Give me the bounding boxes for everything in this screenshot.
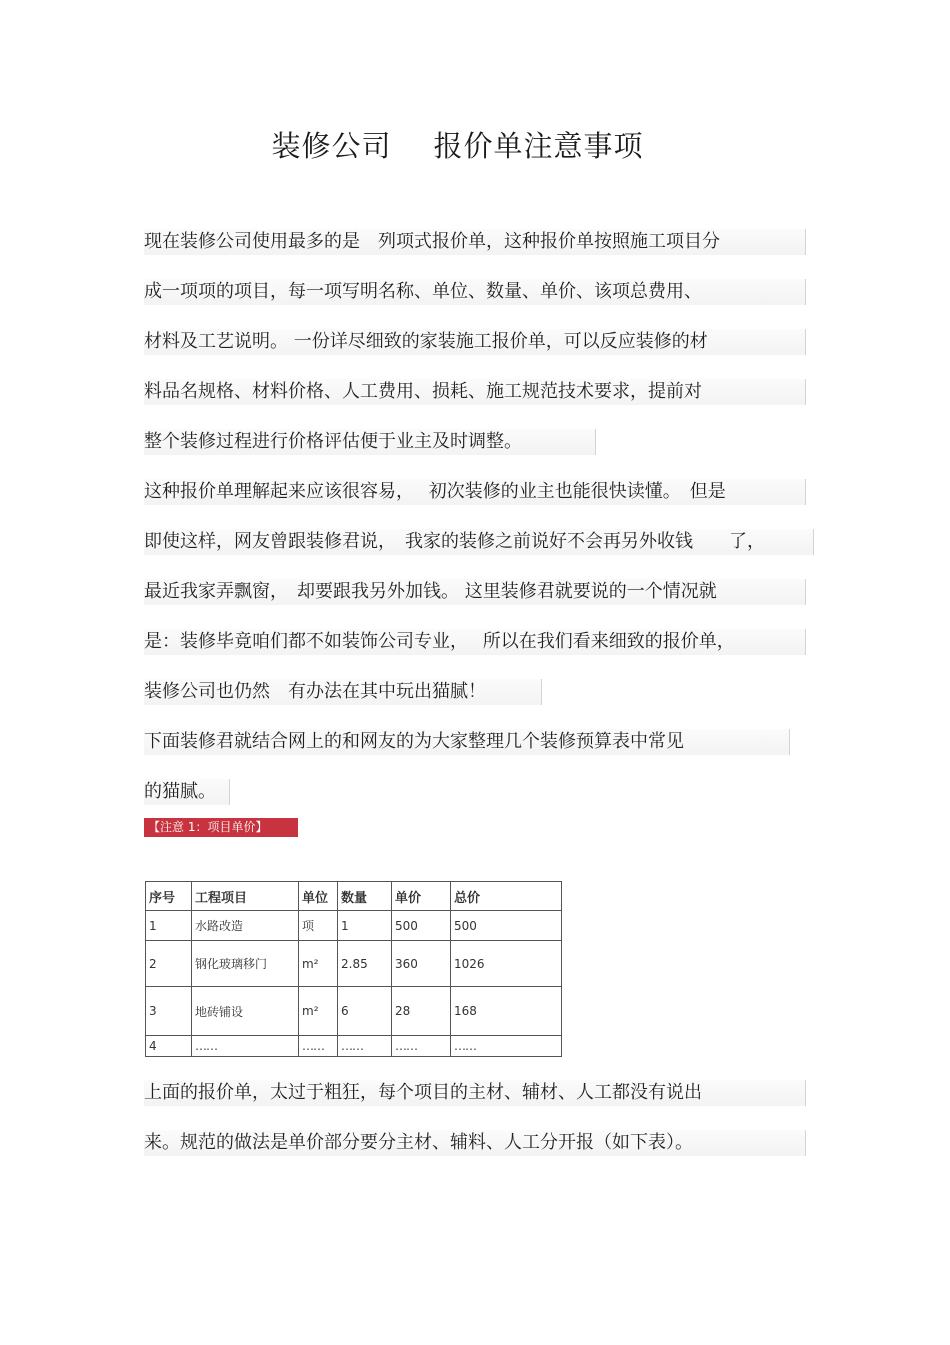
table-cell: ……: [392, 1036, 451, 1057]
header-cell: 工程项目: [192, 882, 299, 911]
table-cell: ……: [299, 1036, 338, 1057]
header-cell: 数量: [338, 882, 392, 911]
page-title: [0, 124, 915, 165]
table-cell: m²: [299, 940, 338, 987]
table-cell: 地砖铺设: [192, 987, 299, 1036]
header-cell: 序号: [146, 882, 192, 911]
table-cell: 2: [146, 940, 192, 987]
paragraph-line: 材料及工艺说明。 一份详尽细致的家装施工报价单，可以反应装修的材: [144, 329, 806, 355]
table-row: [146, 987, 562, 1036]
table-cell: ……: [451, 1036, 562, 1057]
table-cell: 1: [338, 911, 392, 940]
table-cell: 500: [392, 911, 451, 940]
table-cell: 2.85: [338, 940, 392, 987]
table-cell: 360: [392, 940, 451, 987]
table-row: [146, 911, 562, 940]
paragraph-line: 即使这样，网友曾跟装修君说， 我家的装修之前说好不会再另外收钱 了，: [144, 529, 814, 555]
closing-line: 来。规范的做法是单价部分要分主材、辅料、人工分开报（如下表）。: [144, 1130, 806, 1156]
paragraph-line: 下面装修君就结合网上的和网友的为大家整理几个装修预算表中常见: [144, 729, 790, 755]
paragraph-line: 是：装修毕竟咱们都不如装饰公司专业， 所以在我们看来细致的报价单，: [144, 629, 806, 655]
closing-line: 上面的报价单，太过于粗狂，每个项目的主材、辅材、人工都没有说出: [144, 1080, 806, 1106]
table-cell: ……: [338, 1036, 392, 1057]
note-tag: 【注意 1：项目单价】: [144, 818, 298, 837]
title-part-1: 装修公司: [271, 129, 392, 163]
table-cell: 1026: [451, 940, 562, 987]
table-cell: 钢化玻璃移门: [192, 940, 299, 987]
paragraph-line: 料品名规格、材料价格、人工费用、损耗、施工规范技术要求，提前对: [144, 379, 806, 405]
table-cell: 项: [299, 911, 338, 940]
table-cell: 28: [392, 987, 451, 1036]
header-cell: 单价: [392, 882, 451, 911]
table-cell: ……: [192, 1036, 299, 1057]
table-cell: 168: [451, 987, 562, 1036]
table-cell: 500: [451, 911, 562, 940]
table-cell: 1: [146, 911, 192, 940]
title-part-2: 报价单注意事项: [433, 129, 644, 163]
paragraph-line: 成一项项的项目，每一项写明名称、单位、数量、单价、该项总费用、: [144, 279, 806, 305]
table-cell: 3: [146, 987, 192, 1036]
table-header-row: [146, 882, 562, 911]
header-cell: 总价: [451, 882, 562, 911]
table-cell: 4: [146, 1036, 192, 1057]
table-cell: m²: [299, 987, 338, 1036]
sample-quote-table: [145, 881, 562, 1057]
paragraph-line: 现在装修公司使用最多的是 列项式报价单，这种报价单按照施工项目分: [144, 229, 806, 255]
table-cell: 6: [338, 987, 392, 1036]
header-cell: 单位: [299, 882, 338, 911]
paragraph-line: 的猫腻。: [144, 779, 230, 805]
paragraph-line: 装修公司也仍然 有办法在其中玩出猫腻！: [144, 679, 542, 705]
table-row: [146, 940, 562, 987]
paragraph-line: 整个装修过程进行价格评估便于业主及时调整。: [144, 429, 596, 455]
table-row: [146, 1036, 562, 1057]
paragraph-line: 最近我家弄飘窗， 却要跟我另外加钱。 这里装修君就要说的一个情况就: [144, 579, 806, 605]
paragraph-line: 这种报价单理解起来应该很容易， 初次装修的业主也能很快读懂。 但是: [144, 479, 806, 505]
table-cell: 水路改造: [192, 911, 299, 940]
